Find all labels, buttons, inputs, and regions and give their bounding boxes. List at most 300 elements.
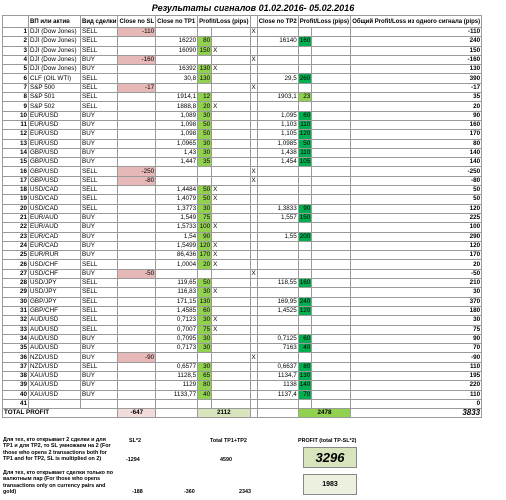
row-tp2 xyxy=(257,176,298,185)
row-tp1-mark xyxy=(212,111,250,120)
row-number: 33 xyxy=(3,325,29,334)
row-sl xyxy=(118,148,156,157)
row-tp2: 1,55 xyxy=(257,232,298,241)
totals-grand: 3833 xyxy=(351,409,482,418)
row-total: 240 xyxy=(351,37,482,46)
row-asset: NZD/USD xyxy=(29,362,81,371)
row-sl-mark: X xyxy=(251,56,256,64)
row-sl xyxy=(118,241,156,250)
row-sl xyxy=(118,65,156,74)
row-pl1: 40 xyxy=(198,390,212,399)
table-row xyxy=(3,65,482,74)
row-number: 2 xyxy=(3,37,29,46)
row-type: BUY xyxy=(81,390,118,399)
row-tp1-mark xyxy=(212,148,250,157)
row-tp2-mark xyxy=(312,223,351,232)
row-pl1: 30 xyxy=(198,111,212,120)
row-total: -50 xyxy=(351,269,482,278)
row-sl xyxy=(118,120,156,129)
row-tp2-mark xyxy=(312,148,351,157)
row-tp2-mark xyxy=(312,241,351,250)
row-tp2-mark xyxy=(312,176,351,185)
row-tp2-mark xyxy=(312,102,351,111)
row-total: 170 xyxy=(351,251,482,260)
row-tp1: 0,7123 xyxy=(156,316,198,325)
row-type: BUY xyxy=(81,55,118,64)
row-pl1: 50 xyxy=(198,130,212,139)
row-tp1: 116,83 xyxy=(156,288,198,297)
row-type: SELL xyxy=(81,288,118,297)
table-row xyxy=(3,241,482,250)
row-type: SELL xyxy=(81,37,118,46)
row-sl xyxy=(118,213,156,222)
row-asset: GBP/USD xyxy=(29,167,81,176)
row-sl xyxy=(118,297,156,306)
row-total: 30 xyxy=(351,288,482,297)
row-type: SELL xyxy=(81,297,118,306)
row-sl: -50 xyxy=(118,269,156,278)
row-asset: GBP/USD xyxy=(29,158,81,167)
row-tp2-mark xyxy=(312,344,351,353)
row-tp1: 1,098 xyxy=(156,120,198,129)
row-tp2 xyxy=(257,251,298,260)
row-number: 23 xyxy=(3,232,29,241)
row-tp2-mark xyxy=(312,55,351,64)
table-row xyxy=(3,279,482,288)
row-pl2: 120 xyxy=(299,130,311,138)
row-number: 12 xyxy=(3,130,29,139)
row-sl-mark xyxy=(250,306,257,315)
row-sl-mark xyxy=(250,325,257,334)
row-tp1: 1,089 xyxy=(156,111,198,120)
row-number: 19 xyxy=(3,195,29,204)
row-pl2: 80 xyxy=(298,362,312,371)
row-type: BUY xyxy=(81,381,118,390)
row-total: 390 xyxy=(351,74,482,83)
row-sl-mark xyxy=(250,65,257,74)
table-row xyxy=(3,232,482,241)
row-pl2 xyxy=(298,65,312,74)
row-sl xyxy=(118,223,156,232)
header-pl2: Profit/Loss (pips) xyxy=(298,16,351,28)
row-total: -90 xyxy=(351,353,482,362)
row-tp1-mark xyxy=(212,279,250,288)
row-type: BUY xyxy=(81,344,118,353)
row-pl2 xyxy=(298,46,312,55)
row-tp1: 119,65 xyxy=(156,279,198,288)
row-sl-mark: X xyxy=(251,269,256,277)
row-tp1: 1914,1 xyxy=(156,93,198,102)
row-tp2-mark xyxy=(312,232,351,241)
row-sl-mark xyxy=(250,158,257,167)
row-tp2 xyxy=(257,28,298,37)
row-type: BUY xyxy=(81,251,118,260)
row-type: BUY xyxy=(81,65,118,74)
row-pl1: 30 xyxy=(198,362,212,371)
row-pl2: 200 xyxy=(299,232,311,240)
row-tp1-mark xyxy=(212,334,250,343)
row-pl1: 100 xyxy=(199,223,211,231)
row-asset: USD/JPY xyxy=(29,288,81,297)
header-gap1 xyxy=(250,16,257,28)
table-row xyxy=(3,316,482,325)
row-asset: GBP/USD xyxy=(29,176,81,185)
row-pl1: 50 xyxy=(198,186,212,195)
row-total: 370 xyxy=(351,297,482,306)
row-total: 90 xyxy=(351,111,482,120)
table-row xyxy=(3,334,482,343)
row-sl: -17 xyxy=(118,83,156,92)
header-tp2: Close no TP2 xyxy=(257,16,298,28)
row-pl1 xyxy=(198,167,212,176)
row-tp1: 1,5733 xyxy=(156,223,198,232)
row-tp1: 1,4484 xyxy=(156,186,198,195)
table-row xyxy=(3,251,482,260)
row-pl2: 23 xyxy=(298,93,312,102)
row-tp1-mark xyxy=(212,232,250,241)
row-tp2: 7163 xyxy=(257,344,298,353)
row-sl-mark xyxy=(250,232,257,241)
row-tp1: 0,7173 xyxy=(156,344,198,353)
header-tp1: Close no TP1 xyxy=(156,16,198,28)
table-row xyxy=(3,74,482,83)
row-pl1: 20 xyxy=(198,260,212,269)
footer-row2-profit-box xyxy=(303,474,357,495)
table-row xyxy=(3,130,482,139)
row-sl xyxy=(118,381,156,390)
row-asset: DJI (Dow Jones) xyxy=(29,65,81,74)
row-pl2: 60 xyxy=(298,111,312,120)
totals-row xyxy=(3,409,482,418)
row-tp1: 0,7007 xyxy=(156,325,198,334)
row-tp1: 171,15 xyxy=(156,297,198,306)
row-sl-mark: X xyxy=(251,83,256,91)
row-sl xyxy=(118,46,156,55)
row-pl2 xyxy=(298,55,312,64)
row-tp1 xyxy=(156,28,198,37)
row-sl xyxy=(118,158,156,167)
row-tp2 xyxy=(257,288,298,297)
row-pl2: 110 xyxy=(300,149,311,156)
row-tp2-mark xyxy=(312,399,351,408)
row-tp2 xyxy=(257,65,298,74)
footer-tp-sum-label: Total TP1+TP2 xyxy=(210,438,247,444)
row-tp1-mark: X xyxy=(212,251,250,260)
row-sl xyxy=(118,232,156,241)
row-tp2 xyxy=(257,186,298,195)
row-asset: AUD/USD xyxy=(29,344,81,353)
row-sl-mark xyxy=(250,316,257,325)
footer-row2-tp: -360 xyxy=(184,489,195,495)
table-row xyxy=(3,362,482,371)
row-sl-mark xyxy=(250,213,257,222)
footer-note-2: Для тех, кто открывает сделки только по валютным пар (For those who opens transactions only on currency pairs and gold) xyxy=(3,470,114,496)
table-row xyxy=(3,195,482,204)
row-total: 140 xyxy=(351,158,482,167)
row-total: -80 xyxy=(351,176,482,185)
row-asset: XAU/USD xyxy=(29,371,81,380)
totals-sl: -647 xyxy=(118,409,156,418)
row-tp1-mark xyxy=(212,306,250,315)
footer-profit-label: PROFIT (total TP-SL*2) xyxy=(298,438,357,444)
row-tp2 xyxy=(257,83,298,92)
row-pl1: 170 xyxy=(199,251,211,259)
row-tp2 xyxy=(257,241,298,250)
row-sl xyxy=(118,195,156,204)
row-tp2-mark xyxy=(312,37,351,46)
row-total: 100 xyxy=(351,223,482,232)
row-sl-mark xyxy=(250,102,257,111)
row-number: 38 xyxy=(3,371,29,380)
row-sl xyxy=(118,362,156,371)
row-sl-mark xyxy=(250,251,257,260)
row-pl1: 30 xyxy=(198,148,212,157)
table-row xyxy=(3,399,482,408)
row-pl1 xyxy=(198,28,212,37)
row-pl2: 110 xyxy=(300,121,311,129)
row-tp1-mark xyxy=(212,74,250,83)
row-sl-mark xyxy=(250,139,257,148)
row-tp2-mark xyxy=(312,279,351,288)
row-tp2: 1,3833 xyxy=(257,204,298,213)
row-pl1: 75 xyxy=(198,325,212,334)
row-tp2: 1137,4 xyxy=(257,390,298,399)
row-number: 4 xyxy=(3,55,29,64)
row-sl-mark xyxy=(250,74,257,83)
row-asset: EUR/AUD xyxy=(29,223,81,232)
row-type: SELL xyxy=(81,325,118,334)
row-tp2 xyxy=(257,46,298,55)
row-tp1: 1,4079 xyxy=(156,195,198,204)
row-tp2: 1,105 xyxy=(257,130,298,139)
row-asset: DJI (Dow Jones) xyxy=(29,28,81,37)
row-tp1: 0,6577 xyxy=(156,362,198,371)
row-pl2 xyxy=(298,83,312,92)
row-tp1: 1,54 xyxy=(156,232,198,241)
row-type: BUY xyxy=(81,371,118,380)
row-tp1-mark xyxy=(212,399,250,408)
row-tp2: 1,557 xyxy=(257,213,298,222)
row-type: SELL xyxy=(81,46,118,55)
row-tp1-mark xyxy=(212,213,250,222)
row-asset: S&P 502 xyxy=(29,102,81,111)
row-tp1: 1,4585 xyxy=(156,306,198,315)
row-tp1: 1129 xyxy=(156,381,198,390)
row-sl-mark: X xyxy=(251,353,256,361)
row-tp1-mark xyxy=(212,269,250,278)
row-sl-mark xyxy=(250,93,257,102)
row-asset: CLF (OIL WTI) xyxy=(29,74,81,83)
totals-pl2: 2478 xyxy=(298,409,351,418)
row-type: BUY xyxy=(81,232,118,241)
row-sl-mark xyxy=(250,390,257,399)
row-tp2-mark xyxy=(312,260,351,269)
row-tp2-mark xyxy=(312,74,351,83)
row-sl-mark xyxy=(250,334,257,343)
row-sl xyxy=(118,344,156,353)
row-total: 220 xyxy=(351,381,482,390)
row-sl xyxy=(118,325,156,334)
row-number: 30 xyxy=(3,297,29,306)
row-tp2-mark xyxy=(312,213,351,222)
row-pl2 xyxy=(298,241,312,250)
table-row xyxy=(3,55,482,64)
row-type: BUY xyxy=(81,269,118,278)
row-total: 0 xyxy=(351,399,482,408)
row-tp2-mark xyxy=(312,269,351,278)
row-tp1-mark xyxy=(212,120,250,129)
row-tp2-mark xyxy=(312,381,351,390)
row-tp2-mark xyxy=(312,139,351,148)
row-tp1-mark xyxy=(212,344,250,353)
row-type: SELL xyxy=(81,362,118,371)
table-row xyxy=(3,28,482,37)
row-pl2: 150 xyxy=(299,214,311,222)
row-pl1: 80 xyxy=(198,381,212,390)
row-tp2-mark xyxy=(312,204,351,213)
row-sl-mark xyxy=(250,288,257,297)
table-row xyxy=(3,46,482,55)
table-row xyxy=(3,83,482,92)
row-asset: DJI (Dow Jones) xyxy=(29,46,81,55)
row-asset: GBP/USD xyxy=(29,148,81,157)
row-asset: EUR/RUR xyxy=(29,251,81,260)
row-tp1-mark xyxy=(212,362,250,371)
row-tp2-mark xyxy=(312,158,351,167)
row-number: 27 xyxy=(3,269,29,278)
row-tp1: 1,3773 xyxy=(156,204,198,213)
row-tp1-mark: X xyxy=(212,241,250,250)
totals-pl1: 2112 xyxy=(198,409,250,418)
row-pl2 xyxy=(298,399,312,408)
table-row xyxy=(3,102,482,111)
row-total: 160 xyxy=(351,120,482,129)
row-pl1: 90 xyxy=(198,232,212,241)
row-number: 11 xyxy=(3,120,29,129)
row-pl2: 40 xyxy=(298,344,312,353)
row-tp2: 0,6637 xyxy=(257,362,298,371)
footer-note-1: Для тех, кто открывает 2 сделки и для TP1 и для TP2, то SL умножаем на 2 (For those who opens 2 transactions both for TP1 and for TP2, SL is multiplied on 2) xyxy=(3,437,111,463)
row-type: SELL xyxy=(81,260,118,269)
row-type: SELL xyxy=(81,316,118,325)
header-num xyxy=(3,16,29,28)
row-pl1 xyxy=(198,176,212,185)
row-total: 210 xyxy=(351,279,482,288)
row-tp2-mark xyxy=(312,306,351,315)
row-pl2: 160 xyxy=(299,37,311,45)
row-number: 14 xyxy=(3,148,29,157)
row-tp1: 1,549 xyxy=(156,213,198,222)
row-tp1-mark xyxy=(212,390,250,399)
row-asset: GBP/JPY xyxy=(29,297,81,306)
row-tp2-mark xyxy=(312,186,351,195)
row-tp1-mark: X xyxy=(212,186,250,195)
row-number: 39 xyxy=(3,381,29,390)
row-tp1 xyxy=(156,399,198,408)
row-tp1: 1,43 xyxy=(156,148,198,157)
row-tp2-mark xyxy=(312,362,351,371)
row-pl2: 260 xyxy=(299,74,311,82)
row-pl1 xyxy=(198,269,212,278)
row-tp2 xyxy=(257,269,298,278)
row-pl2 xyxy=(298,28,312,37)
row-tp1-mark xyxy=(212,139,250,148)
row-type: SELL xyxy=(81,74,118,83)
row-asset: USD/JPY xyxy=(29,279,81,288)
row-sl-mark xyxy=(250,130,257,139)
row-type: BUY xyxy=(81,158,118,167)
table-row xyxy=(3,371,482,380)
row-tp2-mark xyxy=(312,167,351,176)
report-title: Результаты сигналов 01.02.2016- 05.02.2016 xyxy=(151,3,355,13)
row-tp2: 118,55 xyxy=(257,279,298,288)
signals-table xyxy=(2,15,482,418)
row-pl1: 80 xyxy=(198,37,212,46)
row-type: SELL xyxy=(81,306,118,315)
row-sl xyxy=(118,260,156,269)
row-number: 1 xyxy=(3,28,29,37)
row-tp2 xyxy=(257,399,298,408)
row-type: SELL xyxy=(81,93,118,102)
row-tp1 xyxy=(156,176,198,185)
row-tp2-mark xyxy=(312,83,351,92)
row-asset: USD/CAD xyxy=(29,195,81,204)
row-tp2-mark xyxy=(312,251,351,260)
row-number: 37 xyxy=(3,362,29,371)
row-tp1: 1,0965 xyxy=(156,139,198,148)
row-pl1 xyxy=(198,353,212,362)
row-pl1: 50 xyxy=(198,120,212,129)
row-total: -160 xyxy=(351,55,482,64)
row-sl-mark xyxy=(250,297,257,306)
row-tp1: 16220 xyxy=(156,37,198,46)
row-sl xyxy=(118,306,156,315)
row-tp2 xyxy=(257,223,298,232)
row-sl-mark xyxy=(250,279,257,288)
row-tp1-mark xyxy=(212,93,250,102)
row-number: 3 xyxy=(3,46,29,55)
row-tp2-mark xyxy=(312,288,351,297)
table-row xyxy=(3,158,482,167)
row-tp2-mark xyxy=(312,371,351,380)
row-pl2 xyxy=(298,325,312,334)
row-sl xyxy=(118,204,156,213)
row-tp1: 30,8 xyxy=(156,74,198,83)
row-sl-mark xyxy=(250,260,257,269)
row-tp2-mark xyxy=(312,316,351,325)
row-pl2 xyxy=(298,176,312,185)
row-tp1-mark: X xyxy=(212,288,250,297)
row-tp1-mark: X xyxy=(212,325,250,334)
row-sl: -110 xyxy=(118,28,156,37)
row-tp1: 86,436 xyxy=(156,251,198,260)
row-total: 225 xyxy=(351,213,482,222)
row-sl xyxy=(118,390,156,399)
row-pl1: 30 xyxy=(198,316,212,325)
row-pl2 xyxy=(298,316,312,325)
row-pl1: 20 xyxy=(198,102,212,111)
row-pl2: 70 xyxy=(298,390,312,399)
header-row xyxy=(3,16,482,28)
row-type: BUY xyxy=(81,353,118,362)
row-sl-mark xyxy=(250,381,257,390)
row-tp1-mark: X xyxy=(212,102,250,111)
row-pl1: 30 xyxy=(198,204,212,213)
row-asset: DJI (Dow Jones) xyxy=(29,37,81,46)
row-tp2 xyxy=(257,167,298,176)
row-tp1-mark: X xyxy=(212,223,250,232)
row-sl xyxy=(118,111,156,120)
